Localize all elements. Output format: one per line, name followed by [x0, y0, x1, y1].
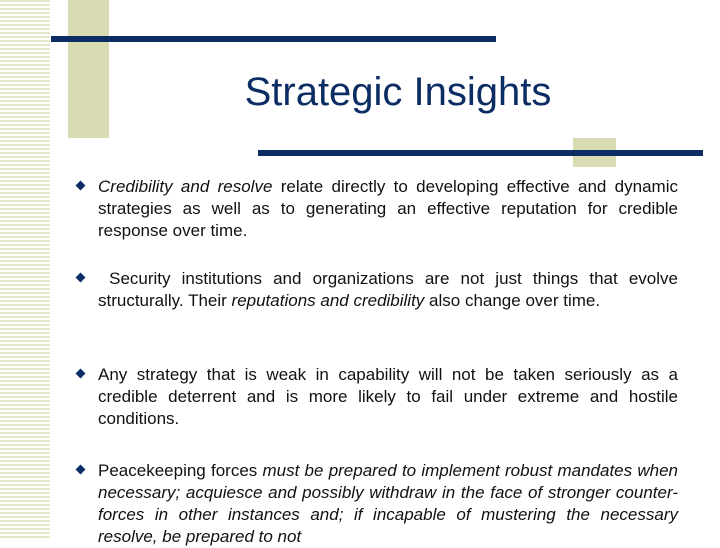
title-rule-bottom: [258, 150, 703, 156]
bullet-text-segment: Peacekeeping forces: [98, 461, 263, 480]
diamond-bullet-icon: [76, 369, 86, 379]
bullet-item: [74, 364, 678, 460]
bullet-text-italic: must be prepared to implement robust mandates when necessary; acquiesce and possibly withdraw in the face of stronger counter-forces in other instances and; if incapable of mustering the necessary resolve, be prepared to not: [98, 461, 678, 546]
bullet-text-italic: Credibility and resolve: [98, 177, 273, 196]
diamond-bullet-icon: [76, 273, 86, 283]
bullet-item: [74, 176, 678, 268]
bullet-text: [98, 364, 678, 430]
slide-title: Strategic Insights: [244, 70, 552, 114]
bullet-text: [98, 268, 678, 312]
diamond-bullet-icon: [76, 181, 86, 191]
bullet-text: [98, 460, 678, 548]
bullet-text-italic: reputations and credibility: [231, 291, 425, 310]
bullet-text-segment: also change over time.: [424, 291, 601, 310]
bullet-item: [74, 268, 678, 364]
bullet-item: [74, 460, 678, 548]
title-rule-top: [51, 36, 496, 42]
bullet-text-segment: relate directly to developing effective and dynamic strategies as well as to generating an effective reputation for credible response over time.: [98, 177, 678, 240]
bullet-list: [74, 176, 678, 548]
bullet-text-segment: Any strategy that is weak in capability will not be taken seriously as a credible deterrent and is more likely to fail under extreme and hostile conditions.: [98, 365, 678, 428]
diamond-bullet-icon: [76, 465, 86, 475]
bullet-text: [98, 176, 678, 242]
bullet-text-segment: Security institutions and organizations are not just things that evolve structurally. Their: [98, 269, 678, 310]
